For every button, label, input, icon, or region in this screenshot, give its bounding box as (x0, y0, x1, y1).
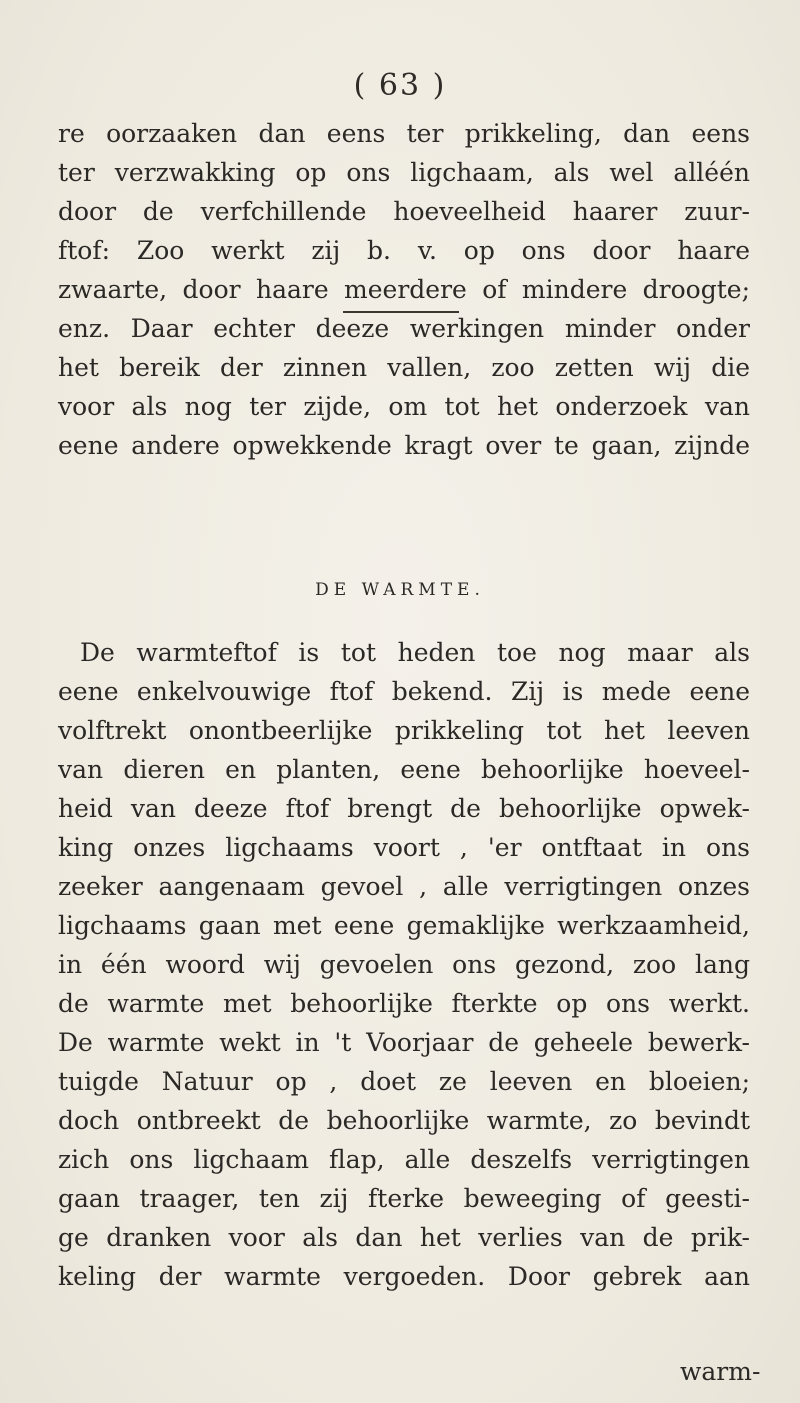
text-line: tuigde Natuur op , doet ze leeven en bloeien; (58, 1067, 750, 1096)
text-line: De warmteftof is tot heden toe nog maar als (80, 638, 750, 667)
text-line: eene andere opwekkende kragt over te gaan, zijnde (58, 431, 750, 460)
catchword: warm- (680, 1357, 761, 1386)
text-line: in één woord wij gevoelen ons gezond, zoo lang (58, 950, 750, 979)
text-line: door de verfchillende hoeveelheid haarer zuur- (58, 197, 750, 226)
paragraph-1 (58, 114, 750, 465)
text-line: zich ons ligchaam flap, alle deszelfs verrigtingen (58, 1145, 750, 1174)
text-line: voor als nog ter zijde, om tot het onderzoek van (58, 392, 750, 421)
text-line: re oorzaaken dan eens ter prikkeling, dan eens (58, 119, 750, 148)
section-divider (343, 311, 459, 313)
text-line: De warmte wekt in 't Voorjaar de geheele bewerk- (58, 1028, 750, 1057)
text-line: ge dranken voor als dan het verlies van de prik- (58, 1223, 750, 1252)
text-line: eene enkelvouwige ftof bekend. Zij is mede eene (58, 677, 750, 706)
text-line: ter verzwakking op ons ligchaam, als wel alléén (58, 158, 750, 187)
text-line: gaan traager, ten zij fterke beweeging of geesti- (58, 1184, 750, 1213)
text-line: volftrekt onontbeerlijke prikkeling tot het leeven (58, 716, 750, 745)
section-heading: DE WARMTE. (315, 580, 485, 600)
page-number: ( 63 ) (353, 68, 447, 103)
text-line: zwaarte, door haare meerdere of mindere droogte; (58, 275, 750, 304)
text-line: zeeker aangenaam gevoel , alle verrigtingen onzes (58, 872, 750, 901)
text-line: heid van deeze ftof brengt de behoorlijke opwek- (58, 794, 750, 823)
text-line: king onzes ligchaams voort , 'er ontftaat in ons (58, 833, 750, 862)
text-line: ligchaams gaan met eene gemaklijke werkzaamheid, (58, 911, 750, 940)
text-line: de warmte met behoorlijke fterkte op ons werkt. (58, 989, 750, 1018)
text-line: het bereik der zinnen vallen, zoo zetten wij die (58, 353, 750, 382)
text-line: ftof: Zoo werkt zij b. v. op ons door haare (58, 236, 750, 265)
text-line: doch ontbreekt de behoorlijke warmte, zo bevindt (58, 1106, 750, 1135)
text-line: enz. Daar echter deeze werkingen minder onder (58, 314, 750, 343)
text-line: van dieren en planten, eene behoorlijke hoeveel- (58, 755, 750, 784)
text-line: keling der warmte vergoeden. Door gebrek aan (58, 1262, 750, 1291)
paragraph-2 (58, 633, 750, 1296)
